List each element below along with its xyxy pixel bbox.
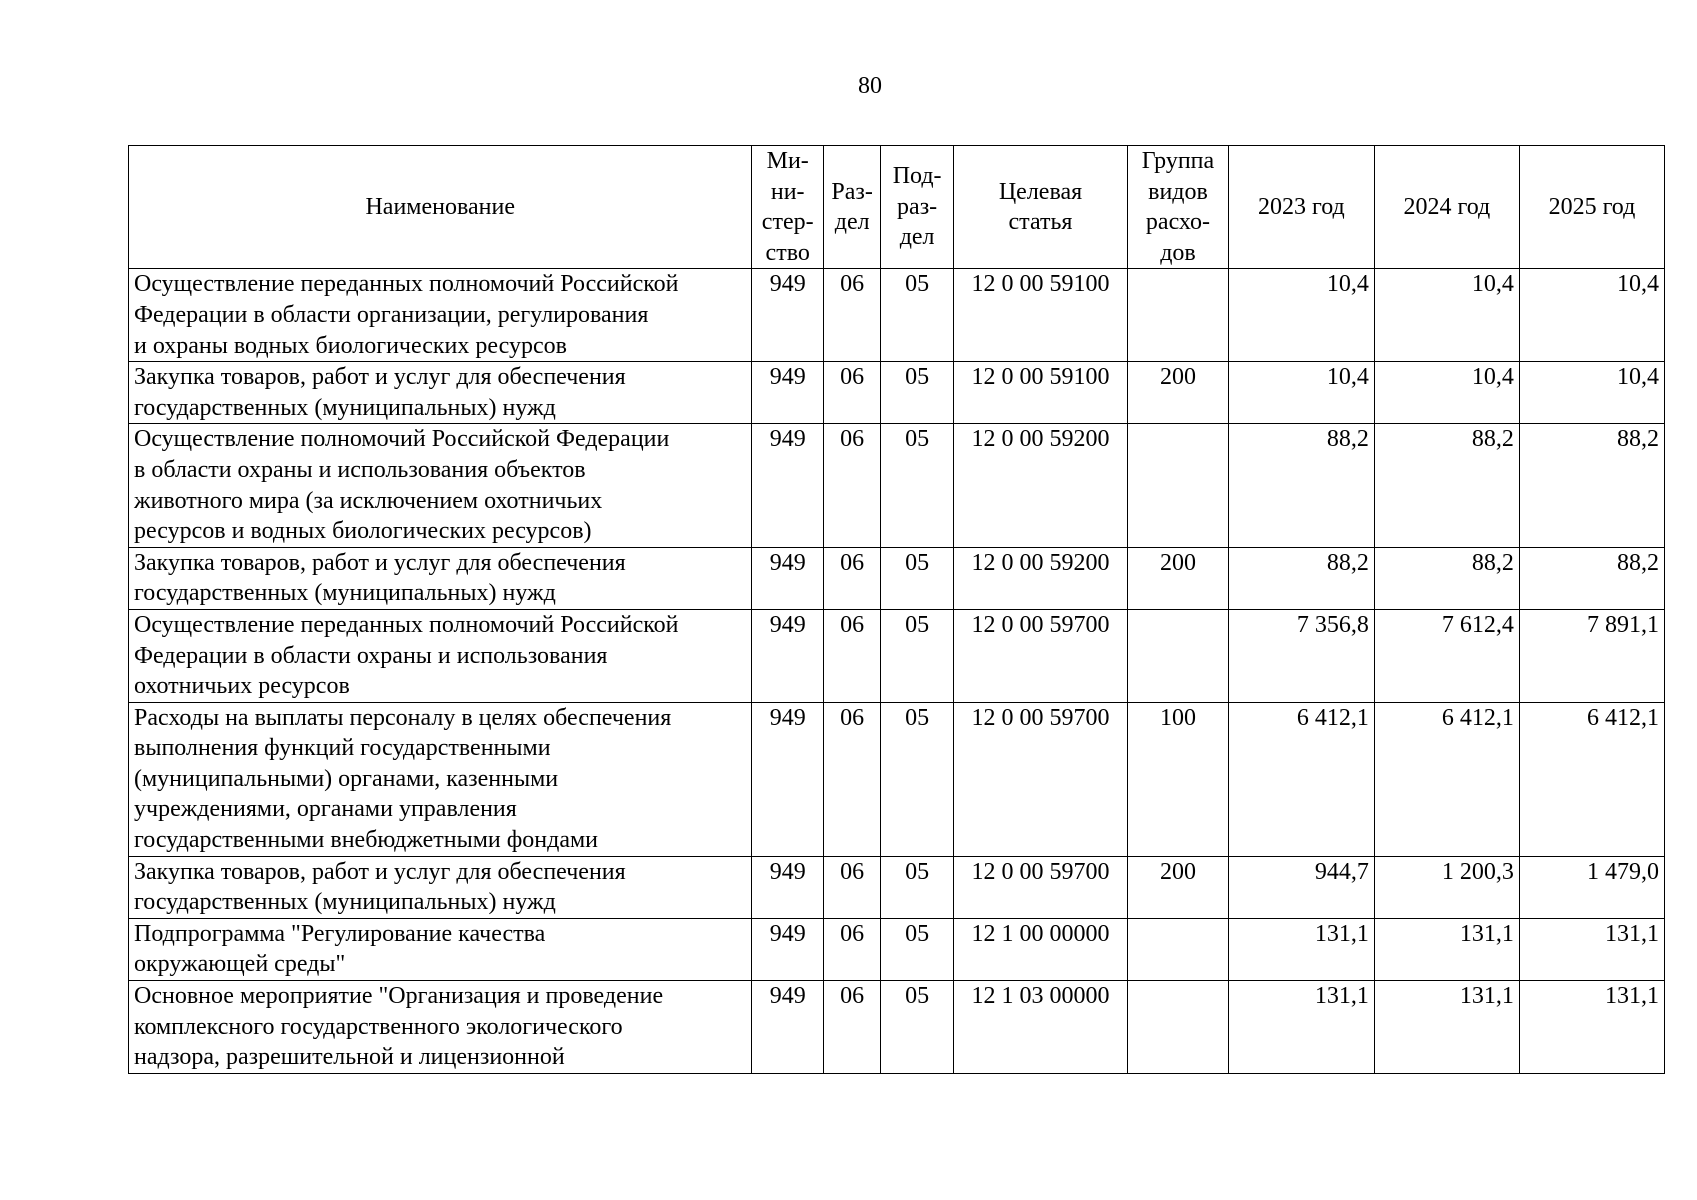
cell-group [1128,609,1229,702]
table-header-row [129,146,1665,269]
table-row [129,856,1665,918]
cell-target: 12 0 00 59700 [953,856,1127,918]
cell-section: 06 [823,609,880,702]
cell-group [1128,918,1229,980]
cell-2024: 6 412,1 [1374,702,1519,856]
cell-ministry: 949 [752,362,824,424]
cell-2025: 10,4 [1519,362,1664,424]
table-row [129,547,1665,609]
table-row [129,918,1665,980]
cell-subsection: 05 [881,609,954,702]
cell-ministry: 949 [752,702,824,856]
cell-group: 100 [1128,702,1229,856]
header-name: Наименование [129,146,752,269]
cell-section: 06 [823,981,880,1074]
cell-2025: 88,2 [1519,424,1664,547]
cell-2024: 1 200,3 [1374,856,1519,918]
cell-group [1128,981,1229,1074]
cell-subsection: 05 [881,981,954,1074]
cell-group: 200 [1128,856,1229,918]
cell-name: Закупка товаров, работ и услуг для обеспечения государственных (муниципальных) нужд [129,547,752,609]
cell-ministry: 949 [752,424,824,547]
cell-2024: 88,2 [1374,547,1519,609]
cell-2023: 6 412,1 [1228,702,1374,856]
cell-2023: 7 356,8 [1228,609,1374,702]
cell-target: 12 0 00 59700 [953,702,1127,856]
cell-target: 12 1 00 00000 [953,918,1127,980]
cell-section: 06 [823,918,880,980]
cell-2025: 6 412,1 [1519,702,1664,856]
cell-2025: 7 891,1 [1519,609,1664,702]
cell-name: Осуществление переданных полномочий Российской Федерации в области организации, регулирования и охраны водных биологических ресурсов [129,269,752,362]
table-row [129,702,1665,856]
cell-subsection: 05 [881,547,954,609]
cell-subsection: 05 [881,856,954,918]
cell-2024: 88,2 [1374,424,1519,547]
cell-2023: 88,2 [1228,547,1374,609]
cell-subsection: 05 [881,424,954,547]
cell-target: 12 1 03 00000 [953,981,1127,1074]
cell-subsection: 05 [881,362,954,424]
cell-group [1128,269,1229,362]
cell-2023: 131,1 [1228,981,1374,1074]
cell-target: 12 0 00 59100 [953,269,1127,362]
cell-2024: 131,1 [1374,918,1519,980]
cell-section: 06 [823,362,880,424]
header-ministry: Ми- ни- стер- ство [752,146,824,269]
header-2025: 2025 год [1519,146,1664,269]
cell-ministry: 949 [752,856,824,918]
table-row [129,424,1665,547]
cell-2025: 131,1 [1519,981,1664,1074]
cell-2025: 131,1 [1519,918,1664,980]
budget-table [128,145,1665,1074]
cell-2023: 10,4 [1228,362,1374,424]
cell-name: Осуществление полномочий Российской Федерации в области охраны и использования объектов животного мира (за исключением охотничьих ресурсов и водных биологических ресурсов) [129,424,752,547]
cell-name: Основное мероприятие "Организация и проведение комплексного государственного экологического надзора, разрешительной и лицензионной [129,981,752,1074]
header-group: Группа видов расхо- дов [1128,146,1229,269]
cell-ministry: 949 [752,269,824,362]
cell-name: Закупка товаров, работ и услуг для обеспечения государственных (муниципальных) нужд [129,362,752,424]
cell-subsection: 05 [881,918,954,980]
cell-2025: 88,2 [1519,547,1664,609]
cell-ministry: 949 [752,609,824,702]
cell-name: Осуществление переданных полномочий Российской Федерации в области охраны и использования охотничьих ресурсов [129,609,752,702]
cell-subsection: 05 [881,269,954,362]
page-number: 80 [858,73,882,99]
cell-2023: 10,4 [1228,269,1374,362]
cell-ministry: 949 [752,547,824,609]
cell-section: 06 [823,547,880,609]
cell-target: 12 0 00 59200 [953,424,1127,547]
cell-2024: 131,1 [1374,981,1519,1074]
cell-2024: 10,4 [1374,362,1519,424]
cell-group: 200 [1128,362,1229,424]
cell-section: 06 [823,269,880,362]
cell-group [1128,424,1229,547]
cell-2024: 10,4 [1374,269,1519,362]
cell-subsection: 05 [881,702,954,856]
cell-name: Закупка товаров, работ и услуг для обеспечения государственных (муниципальных) нужд [129,856,752,918]
table-row [129,362,1665,424]
cell-2024: 7 612,4 [1374,609,1519,702]
header-2024: 2024 год [1374,146,1519,269]
table-row [129,609,1665,702]
cell-target: 12 0 00 59100 [953,362,1127,424]
cell-name: Расходы на выплаты персоналу в целях обеспечения выполнения функций государственными (муниципальными) органами, казенными учреждениями, органами управления государственными внебюджетными фондами [129,702,752,856]
cell-section: 06 [823,856,880,918]
cell-name: Подпрограмма "Регулирование качества окружающей среды" [129,918,752,980]
cell-target: 12 0 00 59200 [953,547,1127,609]
header-subsection: Под- раз- дел [881,146,954,269]
header-2023: 2023 год [1228,146,1374,269]
cell-target: 12 0 00 59700 [953,609,1127,702]
table-row [129,269,1665,362]
header-section: Раз- дел [823,146,880,269]
cell-2025: 10,4 [1519,269,1664,362]
table-row [129,981,1665,1074]
cell-2025: 1 479,0 [1519,856,1664,918]
cell-group: 200 [1128,547,1229,609]
cell-2023: 131,1 [1228,918,1374,980]
cell-2023: 88,2 [1228,424,1374,547]
cell-section: 06 [823,702,880,856]
cell-ministry: 949 [752,981,824,1074]
header-target: Целевая статья [953,146,1127,269]
cell-2023: 944,7 [1228,856,1374,918]
cell-ministry: 949 [752,918,824,980]
cell-section: 06 [823,424,880,547]
